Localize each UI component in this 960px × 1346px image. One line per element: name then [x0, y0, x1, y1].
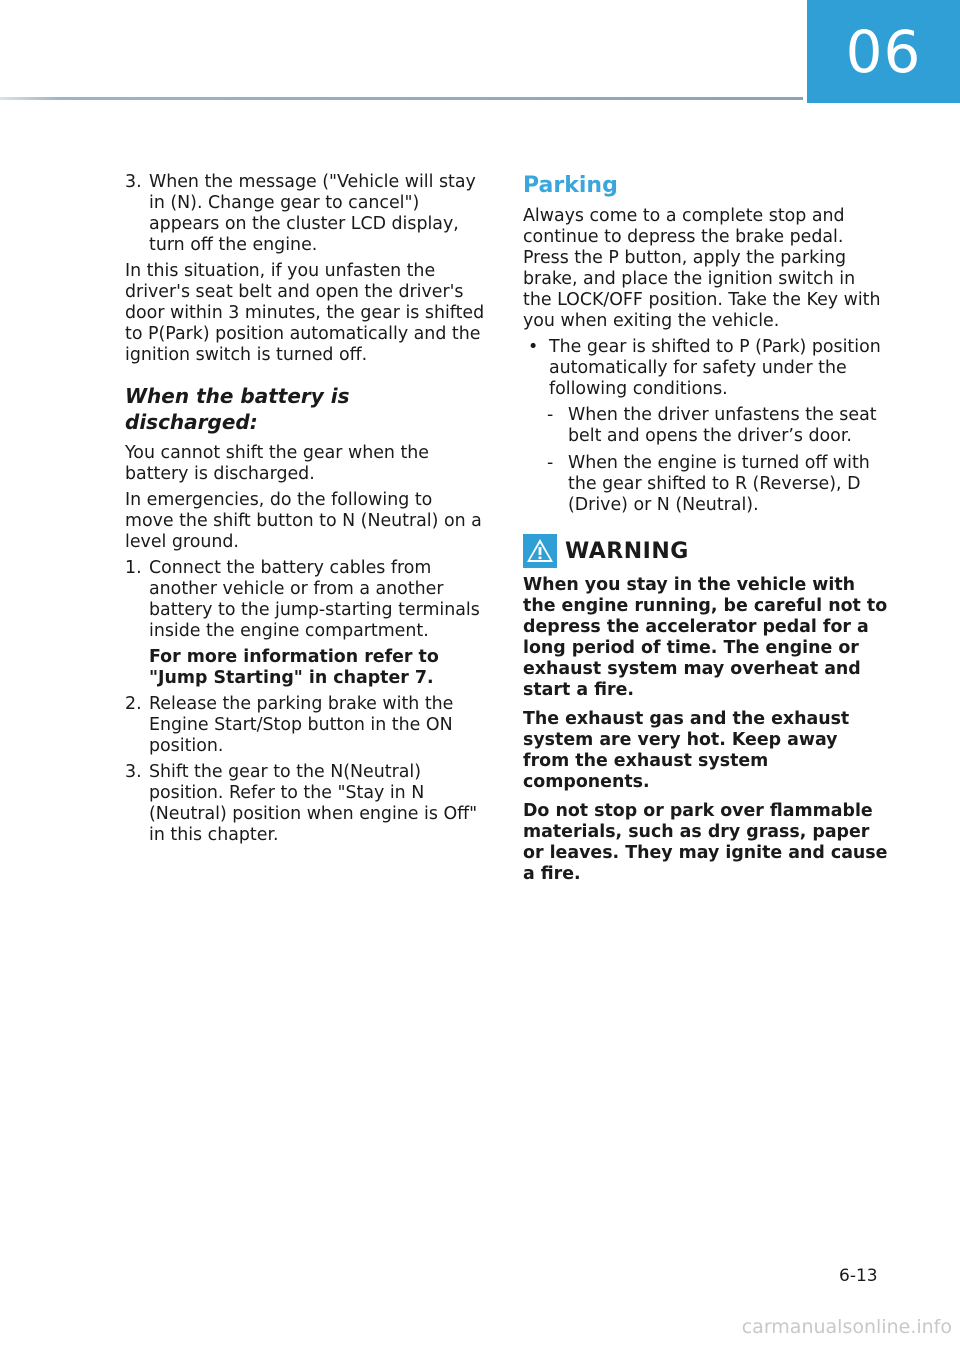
- paragraph: Always come to a complete stop and continue to depress the brake pedal. Press the P button, apply the parking brake, and place the ignition switch in the LOCK/OFF position. Take the Key with you when exiting the vehicle.: [523, 206, 881, 331]
- section-title: Parking: [523, 173, 618, 198]
- dash-icon: -: [547, 405, 554, 425]
- right-column: [523, 172, 888, 893]
- step-item: [125, 762, 485, 846]
- dash-icon: -: [547, 453, 554, 473]
- paragraph: In emergencies, do the following to move the shift button to N (Neutral) on a level ground.: [125, 490, 482, 552]
- warning-paragraph: The exhaust gas and the exhaust system are very hot. Keep away from the exhaust system components.: [523, 709, 850, 792]
- warning-paragraph: Do not stop or park over flammable materials, such as dry grass, paper or leaves. They may ignite and cause a fire.: [523, 801, 888, 884]
- warning-paragraph: When you stay in the vehicle with the engine running, be careful not to depress the accelerator pedal for a long period of time. The engine or exhaust system may overheat and start a fire.: [523, 575, 888, 700]
- warning-triangle-icon: [523, 534, 557, 568]
- bullet-item: [523, 337, 888, 400]
- step-number: 3.: [125, 762, 142, 782]
- bullet-icon: •: [528, 337, 539, 357]
- warning-title: WARNING: [565, 538, 689, 564]
- dash-item: [523, 405, 888, 447]
- step-number: 2.: [125, 694, 142, 714]
- bullet-text: The gear is shifted to P (Park) position automatically for safety under the following conditions.: [549, 337, 881, 399]
- chapter-number: 06: [845, 17, 922, 86]
- step-item: [125, 172, 485, 256]
- dash-text: When the driver unfastens the seat belt and opens the driver’s door.: [568, 405, 877, 446]
- step-text: Connect the battery cables from another vehicle or from a another battery to the jump-starting terminals inside the engine compartment.: [149, 558, 480, 641]
- step-text: Release the parking brake with the Engine Start/Stop button in the ON position.: [149, 694, 454, 756]
- paragraph: You cannot shift the gear when the battery is discharged.: [125, 443, 430, 484]
- paragraph: In this situation, if you unfasten the driver's seat belt and open the driver's door within 3 minutes, the gear is shifted to P(Park) position automatically and the ignition switch is turned off.: [125, 261, 485, 365]
- step-text: When the message ("Vehicle will stay in (N). Change gear to cancel") appears on the cluster LCD display, turn off the engine.: [149, 172, 476, 255]
- dash-text: When the engine is turned off with the gear shifted to R (Reverse), D (Drive) or N (Neutral).: [568, 453, 870, 515]
- header-rule: [0, 97, 803, 100]
- step-number: 1.: [125, 558, 142, 578]
- step-note: For more information refer to "Jump Starting" in chapter 7.: [149, 647, 439, 688]
- step-number: 3.: [125, 172, 142, 192]
- subheading: When the battery is discharged:: [125, 384, 350, 434]
- step-item: [125, 558, 485, 689]
- chapter-tab: [807, 0, 960, 103]
- dash-item: [523, 453, 888, 516]
- watermark: carmanualsonline.info: [741, 1316, 952, 1338]
- step-item: [125, 694, 485, 757]
- left-column: [125, 172, 485, 851]
- page-number: 6-13: [839, 1266, 878, 1286]
- step-text: Shift the gear to the N(Neutral) position. Refer to the "Stay in N (Neutral) position when engine is Off" in this chapter.: [149, 762, 478, 845]
- warning-header: [523, 534, 888, 568]
